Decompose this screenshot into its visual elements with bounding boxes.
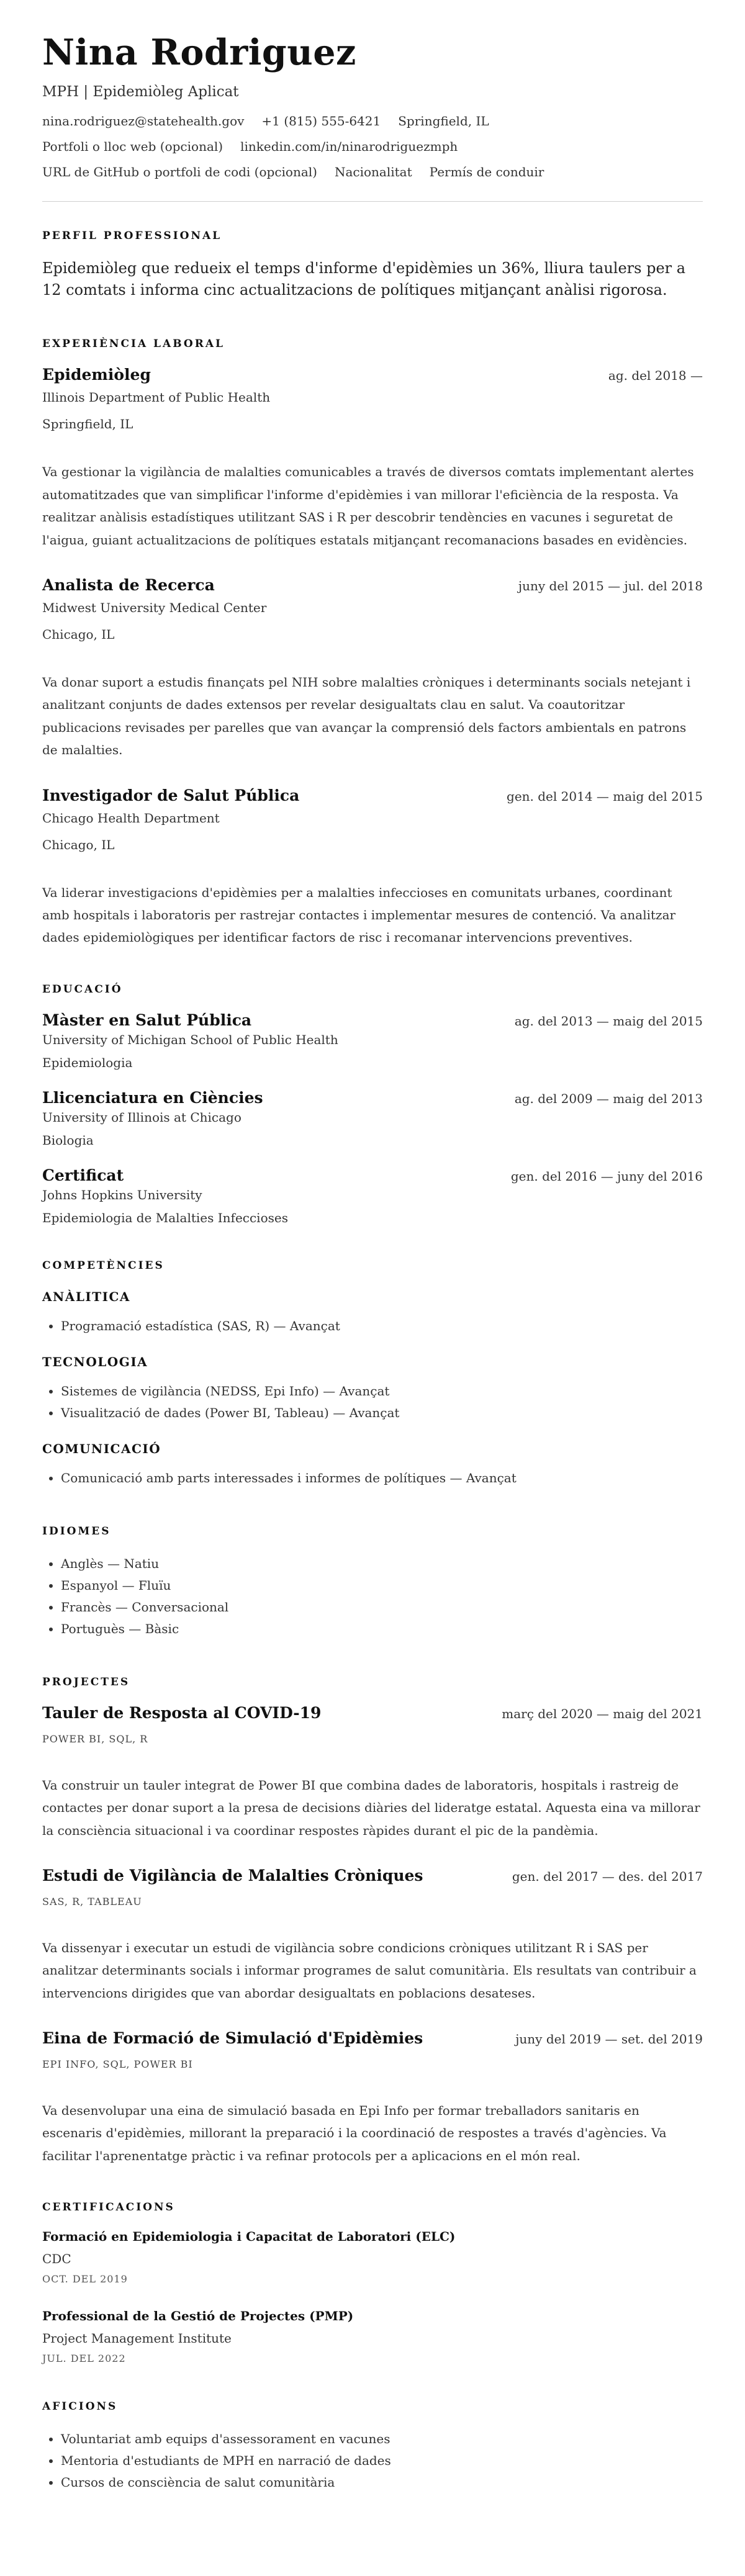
education-entry: [42, 1011, 703, 1070]
certification-name: Formació en Epidemiologia i Capacitat de Laboratori (ELC): [42, 2229, 456, 2245]
project-entry: [42, 2029, 703, 2167]
location: Springfield, IL: [398, 113, 489, 128]
skill-item: • Comunicació amb parts interessades i informes de polítiques — Avançat: [61, 1467, 703, 1489]
job-location: Chicago, IL: [42, 627, 115, 642]
skill-group-title: ANÀLITICA: [42, 1289, 130, 1304]
certification-date: JUL. DEL 2022: [42, 2353, 126, 2365]
experience-entry: [42, 576, 703, 762]
hobby-item: • Cursos de consciència de salut comunitària: [61, 2472, 703, 2493]
job-employer: Midwest University Medical Center: [42, 600, 267, 615]
project-description: Va dissenyar i executar un estudi de vigilància sobre condicions cròniques utilitzant R i SAS per analitzar determinants socials i informar programes de salut comunitària. Els resultats van contribuir a intervencions dirigides que van abordar desigualtats en poblacions desateses.: [42, 1940, 697, 2001]
hobby-item: • Mentoria d'estudiants de MPH en narració de dades: [61, 2450, 703, 2472]
summary-text: Epidemiòleg que redueix el temps d'informe d'epidèmies un 36%, lliura taulers per a 12 comtats i informa cinc actualitzacions de polítiques mitjançant anàlisi rigorosa.: [42, 259, 686, 299]
contact-row-3: [42, 164, 703, 179]
candidate-name: Nina Rodriguez: [42, 32, 356, 73]
hobby-item: • Voluntariat amb equips d'assessorament en vacunes: [61, 2428, 703, 2450]
summary-heading: PERFIL PROFESSIONAL: [42, 229, 222, 242]
job-title: Investigador de Salut Pública: [42, 786, 300, 804]
nationality: Nacionalitat: [334, 164, 412, 179]
job-date: gen. del 2014 — maig del 2015: [507, 788, 703, 804]
job-title: Analista de Recerca: [42, 576, 215, 594]
school-name: University of Michigan School of Public Health: [42, 1032, 338, 1047]
job-date: ag. del 2018 —: [608, 368, 703, 384]
project-date: juny del 2019 — set. del 2019: [515, 2032, 703, 2047]
project-description: Va desenvolupar una eina de simulació basada en Epi Info per formar treballadors sanitaris en escenaris d'epidèmies, millorant la preparació i la coordinació de respostes a través d'agències. Va facilitar l'aprenentatge pràctic i va refinar protocols per a aplicacions en el món real.: [42, 2103, 667, 2163]
hobby-list: [42, 2428, 703, 2493]
certifications-section: [42, 2201, 703, 2364]
driving-license: Permís de conduir: [429, 164, 544, 179]
project-date: gen. del 2017 — des. del 2017: [512, 1868, 703, 1884]
job-employer: Illinois Department of Public Health: [42, 390, 271, 405]
job-location: Springfield, IL: [42, 417, 133, 432]
field-of-study: Epidemiologia de Malalties Infeccioses: [42, 1210, 288, 1225]
field-of-study: Epidemiologia: [42, 1055, 133, 1070]
project-entry: [42, 1704, 703, 1842]
education-heading: EDUCACIÓ: [42, 983, 123, 996]
degree-date: gen. del 2016 — juny del 2016: [510, 1168, 703, 1184]
degree-title: Màster en Salut Pública: [42, 1011, 252, 1029]
project-date: març del 2020 — maig del 2021: [502, 1706, 703, 1721]
project-tech: POWER BI, SQL, R: [42, 1732, 148, 1745]
skill-list: [42, 1315, 703, 1337]
certification-entry: [42, 2308, 703, 2364]
skill-item: • Programació estadística (SAS, R) — Avançat: [61, 1315, 703, 1337]
job-description: Va gestionar la vigilància de malalties comunicables a través de diversos comtats implementant alertes automatitzades que van simplificar l'informe d'epidèmies i van millorar l'eficiència de la resposta. Va realitzar anàlisis estadístiques utilitzant SAS i R per descobrir tendències en vacunes i seguretat de l'aigua, guiant actualitzacions de polítiques estatals mitjançant recomanacions basades en evidències.: [42, 464, 694, 547]
portfolio-link[interactable]: Portfoli o lloc web (opcional): [42, 138, 224, 154]
experience-heading: EXPERIÈNCIA LABORAL: [42, 338, 225, 351]
degree-title: Certificat: [42, 1166, 124, 1184]
skill-list: [42, 1467, 703, 1489]
project-description: Va construir un tauler integrat de Power BI que combina dades de laboratoris, hospitals i rastreig de contactes per donar suport a la presa de decisions diàries del lideratge estatal. Aquesta eina va millorar la consciència situacional i va coordinar respostes ràpides durant el pic de la pandèmia.: [42, 1777, 700, 1838]
projects-heading: PROJECTES: [42, 1675, 130, 1688]
language-item: • Espanyol — Fluïu: [61, 1575, 703, 1596]
skills-heading: COMPETÈNCIES: [42, 1259, 165, 1272]
field-of-study: Biologia: [42, 1132, 94, 1148]
project-title: Eina de Formació de Simulació d'Epidèmies: [42, 2029, 423, 2048]
degree-date: ag. del 2009 — maig del 2013: [514, 1091, 703, 1106]
degree-title: Llicenciatura en Ciències: [42, 1088, 263, 1107]
project-tech: EPI INFO, SQL, POWER BI: [42, 2058, 193, 2071]
phone-number[interactable]: +1 (815) 555-6421: [261, 113, 381, 128]
project-title: Estudi de Vigilància de Malalties Cròniques: [42, 1866, 423, 1885]
skill-list: [42, 1380, 703, 1424]
certification-issuer: Project Management Institute: [42, 2331, 232, 2346]
candidate-subtitle: MPH | Epidemiòleg Aplicat: [42, 83, 239, 100]
hobbies-section: [42, 2400, 703, 2493]
certification-date: OCT. DEL 2019: [42, 2273, 128, 2286]
job-location: Chicago, IL: [42, 837, 115, 852]
skills-section: [42, 1259, 703, 1489]
job-employer: Chicago Health Department: [42, 810, 220, 826]
school-name: Johns Hopkins University: [42, 1187, 202, 1202]
language-item: • Anglès — Natiu: [61, 1553, 703, 1575]
skill-group-title: COMUNICACIÓ: [42, 1441, 161, 1456]
language-item: • Francès — Conversacional: [61, 1596, 703, 1618]
github-link[interactable]: URL de GitHub o portfoli de codi (opcional): [42, 164, 317, 179]
contact-row-1: [42, 114, 703, 128]
degree-date: ag. del 2013 — maig del 2015: [514, 1013, 703, 1029]
certification-name: Professional de la Gestió de Projectes (PMP): [42, 2308, 354, 2324]
contact-row-2: [42, 139, 703, 154]
skill-group-title: TECNOLOGIA: [42, 1354, 148, 1369]
project-tech: SAS, R, TABLEAU: [42, 1895, 142, 1907]
hobbies-heading: AFICIONS: [42, 2400, 118, 2413]
project-entry: [42, 1867, 703, 2004]
education-entry: [42, 1089, 703, 1148]
skill-item: • Visualització de dades (Power BI, Tableau) — Avançat: [61, 1402, 703, 1424]
languages-section: [42, 1525, 703, 1640]
job-description: Va donar suport a estudis finançats pel NIH sobre malalties cròniques i determinants socials netejant i analitzant conjunts de dades extensos per revelar desigualtats clau en salut. Va coautoritzar publicacions revisades per parelles que van avançar la comprensió dels factors ambientals en patrons de malalties.: [42, 675, 691, 758]
education-entry: [42, 1166, 703, 1225]
email-link[interactable]: nina.rodriguez@statehealth.gov: [42, 113, 245, 128]
certifications-heading: CERTIFICACIONS: [42, 2201, 175, 2214]
header-divider: [42, 201, 703, 202]
languages-heading: IDIOMES: [42, 1524, 111, 1538]
skill-item: • Sistemes de vigilància (NEDSS, Epi Info) — Avançat: [61, 1380, 703, 1402]
certification-entry: [42, 2229, 703, 2285]
job-date: juny del 2015 — jul. del 2018: [518, 579, 703, 593]
experience-entry: [42, 366, 703, 551]
certification-issuer: CDC: [42, 2251, 71, 2267]
job-description: Va liderar investigacions d'epidèmies per a malalties infeccioses en comunitats urbanes, coordinant amb hospitals i laboratoris per rastrejar contactes i implementar mesures de contenció. Va analitzar dades epidemiològiques per identificar factors de risc i recomanar intervencions preventives.: [42, 885, 676, 945]
project-title: Tauler de Resposta al COVID-19: [42, 1703, 322, 1722]
linkedin-link[interactable]: linkedin.com/in/ninarodriguezmph: [240, 138, 458, 154]
language-list: [42, 1553, 703, 1640]
school-name: University of Illinois at Chicago: [42, 1109, 242, 1125]
language-item: • Portuguès — Bàsic: [61, 1618, 703, 1640]
experience-entry: [42, 786, 703, 949]
job-title: Epidemiòleg: [42, 366, 151, 384]
